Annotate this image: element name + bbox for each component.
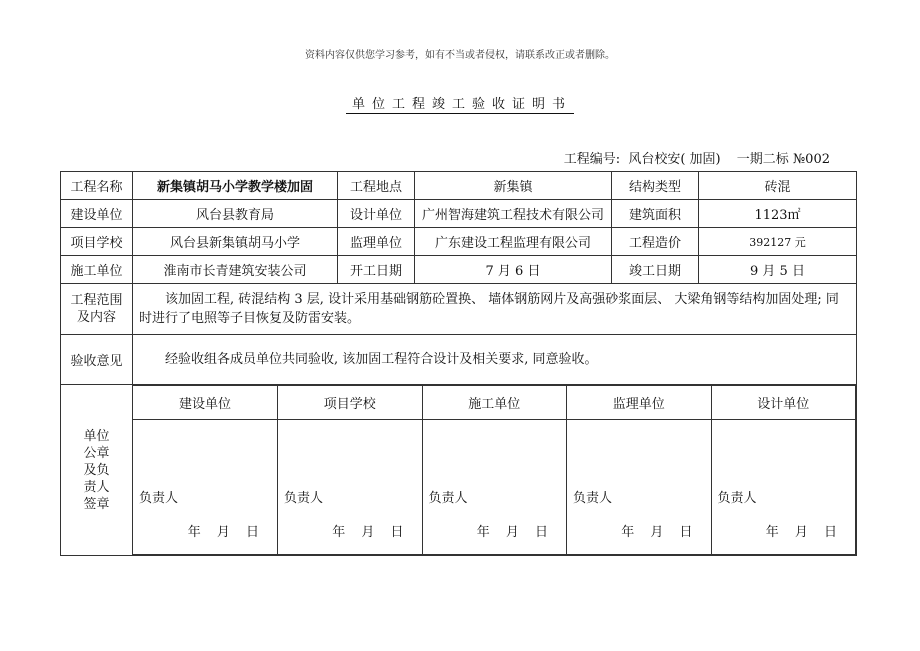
disclaimer-notice: 资料内容仅供您学习参考，如有不当或者侵权，请联系改正或者删除。 — [305, 50, 615, 61]
value-builder: 风台县教育局 — [133, 200, 338, 228]
label-contractor: 施工单位 — [61, 256, 133, 284]
label-acceptance: 验收意见 — [61, 335, 133, 385]
label-cost: 工程造价 — [612, 228, 699, 256]
responsible-label: 负责人 — [284, 491, 324, 506]
sig-box-school[interactable] — [278, 420, 423, 555]
sig-box-supervisor[interactable] — [567, 420, 712, 555]
value-project-name: 新集镇胡马小学教学楼加固 — [133, 172, 338, 200]
label-start-date: 开工日期 — [338, 256, 415, 284]
value-cost: 392127 元 — [699, 228, 857, 256]
date-label: 年 月 日 — [332, 525, 404, 540]
sig-head-contractor: 施工单位 — [422, 386, 567, 420]
value-scope: 该加固工程, 砖混结构 3 层, 设计采用基础钢筋砼置换、 墙体钢筋网片及高强砂浆面层、 大梁角钢等结构加固处理; 同时进行了电照等子目恢复及防雷安装。 — [133, 284, 857, 335]
project-code-tail: 一期二标 №002 — [736, 152, 830, 167]
label-builder: 建设单位 — [61, 200, 133, 228]
label-seal-text: 单位公章及负责人签章 — [83, 428, 110, 512]
label-location: 工程地点 — [338, 172, 415, 200]
value-designer: 广州智海建筑工程技术有限公司 — [415, 200, 612, 228]
project-code-value: 风台校安( 加固) — [628, 152, 721, 167]
sig-box-contractor[interactable] — [422, 420, 567, 555]
label-finish-date: 竣工日期 — [612, 256, 699, 284]
label-designer: 设计单位 — [338, 200, 415, 228]
page-title-text: 单位工程竣工验收证明书 — [346, 97, 574, 114]
date-label: 年 月 日 — [765, 525, 837, 540]
table-row — [61, 335, 857, 385]
value-contractor: 淮南市长青建筑安装公司 — [133, 256, 338, 284]
value-acceptance: 经验收组各成员单位共同验收, 该加固工程符合设计及相关要求, 同意验收。 — [133, 335, 857, 385]
project-code-label: 工程编号: — [563, 152, 621, 167]
acceptance-table — [60, 171, 857, 556]
table-row — [61, 385, 857, 556]
value-location: 新集镇 — [415, 172, 612, 200]
value-supervisor: 广东建设工程监理有限公司 — [415, 228, 612, 256]
responsible-label: 负责人 — [573, 491, 613, 506]
value-structure-type: 砖混 — [699, 172, 857, 200]
sig-box-designer[interactable] — [711, 420, 856, 555]
responsible-label: 负责人 — [139, 491, 179, 506]
project-code — [560, 148, 830, 167]
value-finish-date: 9 月 5 日 — [699, 256, 857, 284]
table-row — [61, 228, 857, 256]
label-scope — [61, 284, 133, 335]
value-area: 1123㎡ — [699, 200, 857, 228]
table-row — [61, 256, 857, 284]
table-row — [61, 172, 857, 200]
value-start-date: 7 月 6 日 — [415, 256, 612, 284]
date-label: 年 月 日 — [476, 525, 548, 540]
sig-head-school: 项目学校 — [278, 386, 423, 420]
table-row — [61, 200, 857, 228]
responsible-label: 负责人 — [717, 491, 757, 506]
label-school: 项目学校 — [61, 228, 133, 256]
value-school: 风台县新集镇胡马小学 — [133, 228, 338, 256]
label-area: 建筑面积 — [612, 200, 699, 228]
table-row — [61, 284, 857, 335]
page-title — [0, 93, 920, 112]
signature-grid — [133, 385, 856, 555]
label-project-name: 工程名称 — [61, 172, 133, 200]
sig-head-builder: 建设单位 — [133, 386, 278, 420]
date-label: 年 月 日 — [187, 525, 259, 540]
label-structure-type: 结构类型 — [612, 172, 699, 200]
label-supervisor: 监理单位 — [338, 228, 415, 256]
responsible-label: 负责人 — [428, 491, 468, 506]
label-seal — [61, 385, 133, 556]
sig-box-builder[interactable] — [133, 420, 278, 555]
date-label: 年 月 日 — [621, 525, 693, 540]
sig-head-designer: 设计单位 — [711, 386, 856, 420]
label-scope-text: 工程范围及内容 — [70, 293, 123, 325]
sig-head-supervisor: 监理单位 — [567, 386, 712, 420]
